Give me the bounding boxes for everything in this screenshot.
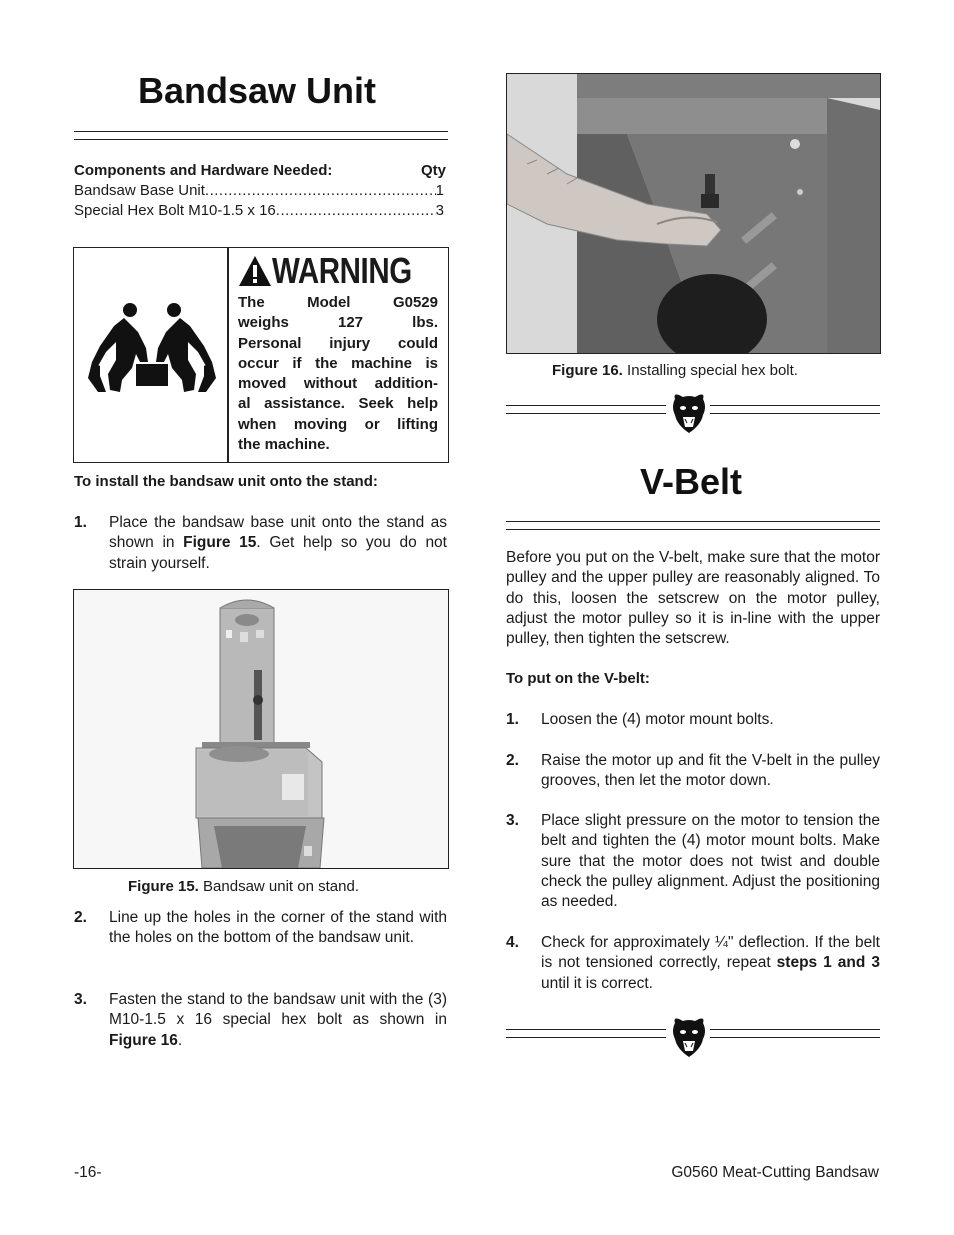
warning-triangle-icon	[238, 255, 272, 287]
step-number: 1.	[506, 711, 519, 728]
component-qty: 3	[435, 202, 444, 219]
install-heading: To install the bandsaw unit onto the stand:	[74, 473, 378, 490]
step-text: Place the bandsaw base unit onto the stand as shown in	[109, 514, 447, 552]
step-text: Raise the motor up and fit the V-belt in the pulley grooves, then let the motor down.	[541, 752, 880, 790]
component-item	[74, 201, 444, 221]
warning-divider	[227, 248, 229, 462]
bandsaw-on-stand-photo	[74, 590, 448, 868]
step-number: 3.	[506, 812, 519, 829]
page-number: -16-	[74, 1164, 102, 1181]
step-text: Line up the holes in the corner of the stand with the holes on the bottom of the bandsaw unit.	[109, 909, 447, 947]
figure-reference: Figure 16	[109, 1031, 178, 1049]
step-number: 3.	[74, 991, 87, 1008]
grizzly-bear-logo-icon	[671, 1017, 707, 1059]
separator-rule-right	[710, 1029, 880, 1038]
separator-rule-right	[710, 405, 880, 414]
title-rule	[506, 521, 880, 530]
warning-text: The Model G0529 weighs 127 lbs. Personal injury could occur if the machine is moved without addition- al assistance. Seek help when moving or lifting the machine.	[238, 294, 438, 454]
component-name: Bandsaw Base Unit	[74, 182, 205, 199]
component-item	[74, 181, 444, 201]
step-text: Loosen the (4) motor mount bolts.	[541, 711, 774, 728]
section-title-v-belt: V-Belt	[640, 461, 743, 502]
warning-box	[73, 247, 449, 463]
figure-15-caption: Figure 15. Bandsaw unit on stand.	[128, 878, 359, 895]
step-reference: steps 1 and 3	[776, 954, 880, 972]
hex-bolt-install-photo	[507, 74, 880, 353]
grizzly-bear-logo-icon	[671, 393, 707, 435]
separator-rule-left	[506, 405, 666, 414]
separator-rule-left	[506, 1029, 666, 1038]
v-belt-heading: To put on the V-belt:	[506, 670, 650, 687]
figure-16-caption: Figure 16. Installing special hex bolt.	[552, 362, 798, 379]
component-name: Special Hex Bolt M10-1.5 x 16	[74, 202, 276, 219]
figure-16-image	[506, 73, 881, 354]
step-text: Place slight pressure on the motor to tension the belt and tighten the (4) motor mount bolts. Make sure that the motor does not twist and double check the pulley alignment. Adjust the positioning as needed.	[541, 812, 880, 911]
qty-header: Qty	[420, 162, 446, 179]
step-number: 2.	[74, 909, 87, 926]
component-qty: 1	[435, 182, 444, 199]
document-title: G0560 Meat-Cutting Bandsaw	[671, 1164, 879, 1181]
figure-reference: Figure 15	[183, 534, 257, 552]
title-rule	[74, 131, 448, 140]
figure-15-image	[73, 589, 449, 869]
step-number: 4.	[506, 934, 519, 951]
two-person-lift-icon	[86, 302, 218, 398]
warning-label: WARNING	[272, 250, 412, 291]
section-title-bandsaw-unit: Bandsaw Unit	[138, 70, 377, 111]
step-text: Check for approximately ¼" deflection. If the belt is not tensioned correctly, repeat	[541, 934, 880, 972]
step-number: 1.	[74, 514, 87, 531]
components-list	[74, 161, 446, 221]
warning-header	[238, 250, 443, 291]
components-header: Components and Hardware Needed:	[74, 162, 333, 179]
step-text: Fasten the stand to the bandsaw unit with the (3) M10-1.5 x 16 special hex bolt as shown in	[109, 991, 447, 1029]
v-belt-intro: Before you put on the V-belt, make sure that the motor pulley and the upper pulley are reasonably aligned. To do this, loosen the setscrew on the motor pulley, adjust the motor pulley so it is in-line with the upper pulley, then tighten the setscrew.	[506, 549, 880, 648]
step-number: 2.	[506, 752, 519, 769]
